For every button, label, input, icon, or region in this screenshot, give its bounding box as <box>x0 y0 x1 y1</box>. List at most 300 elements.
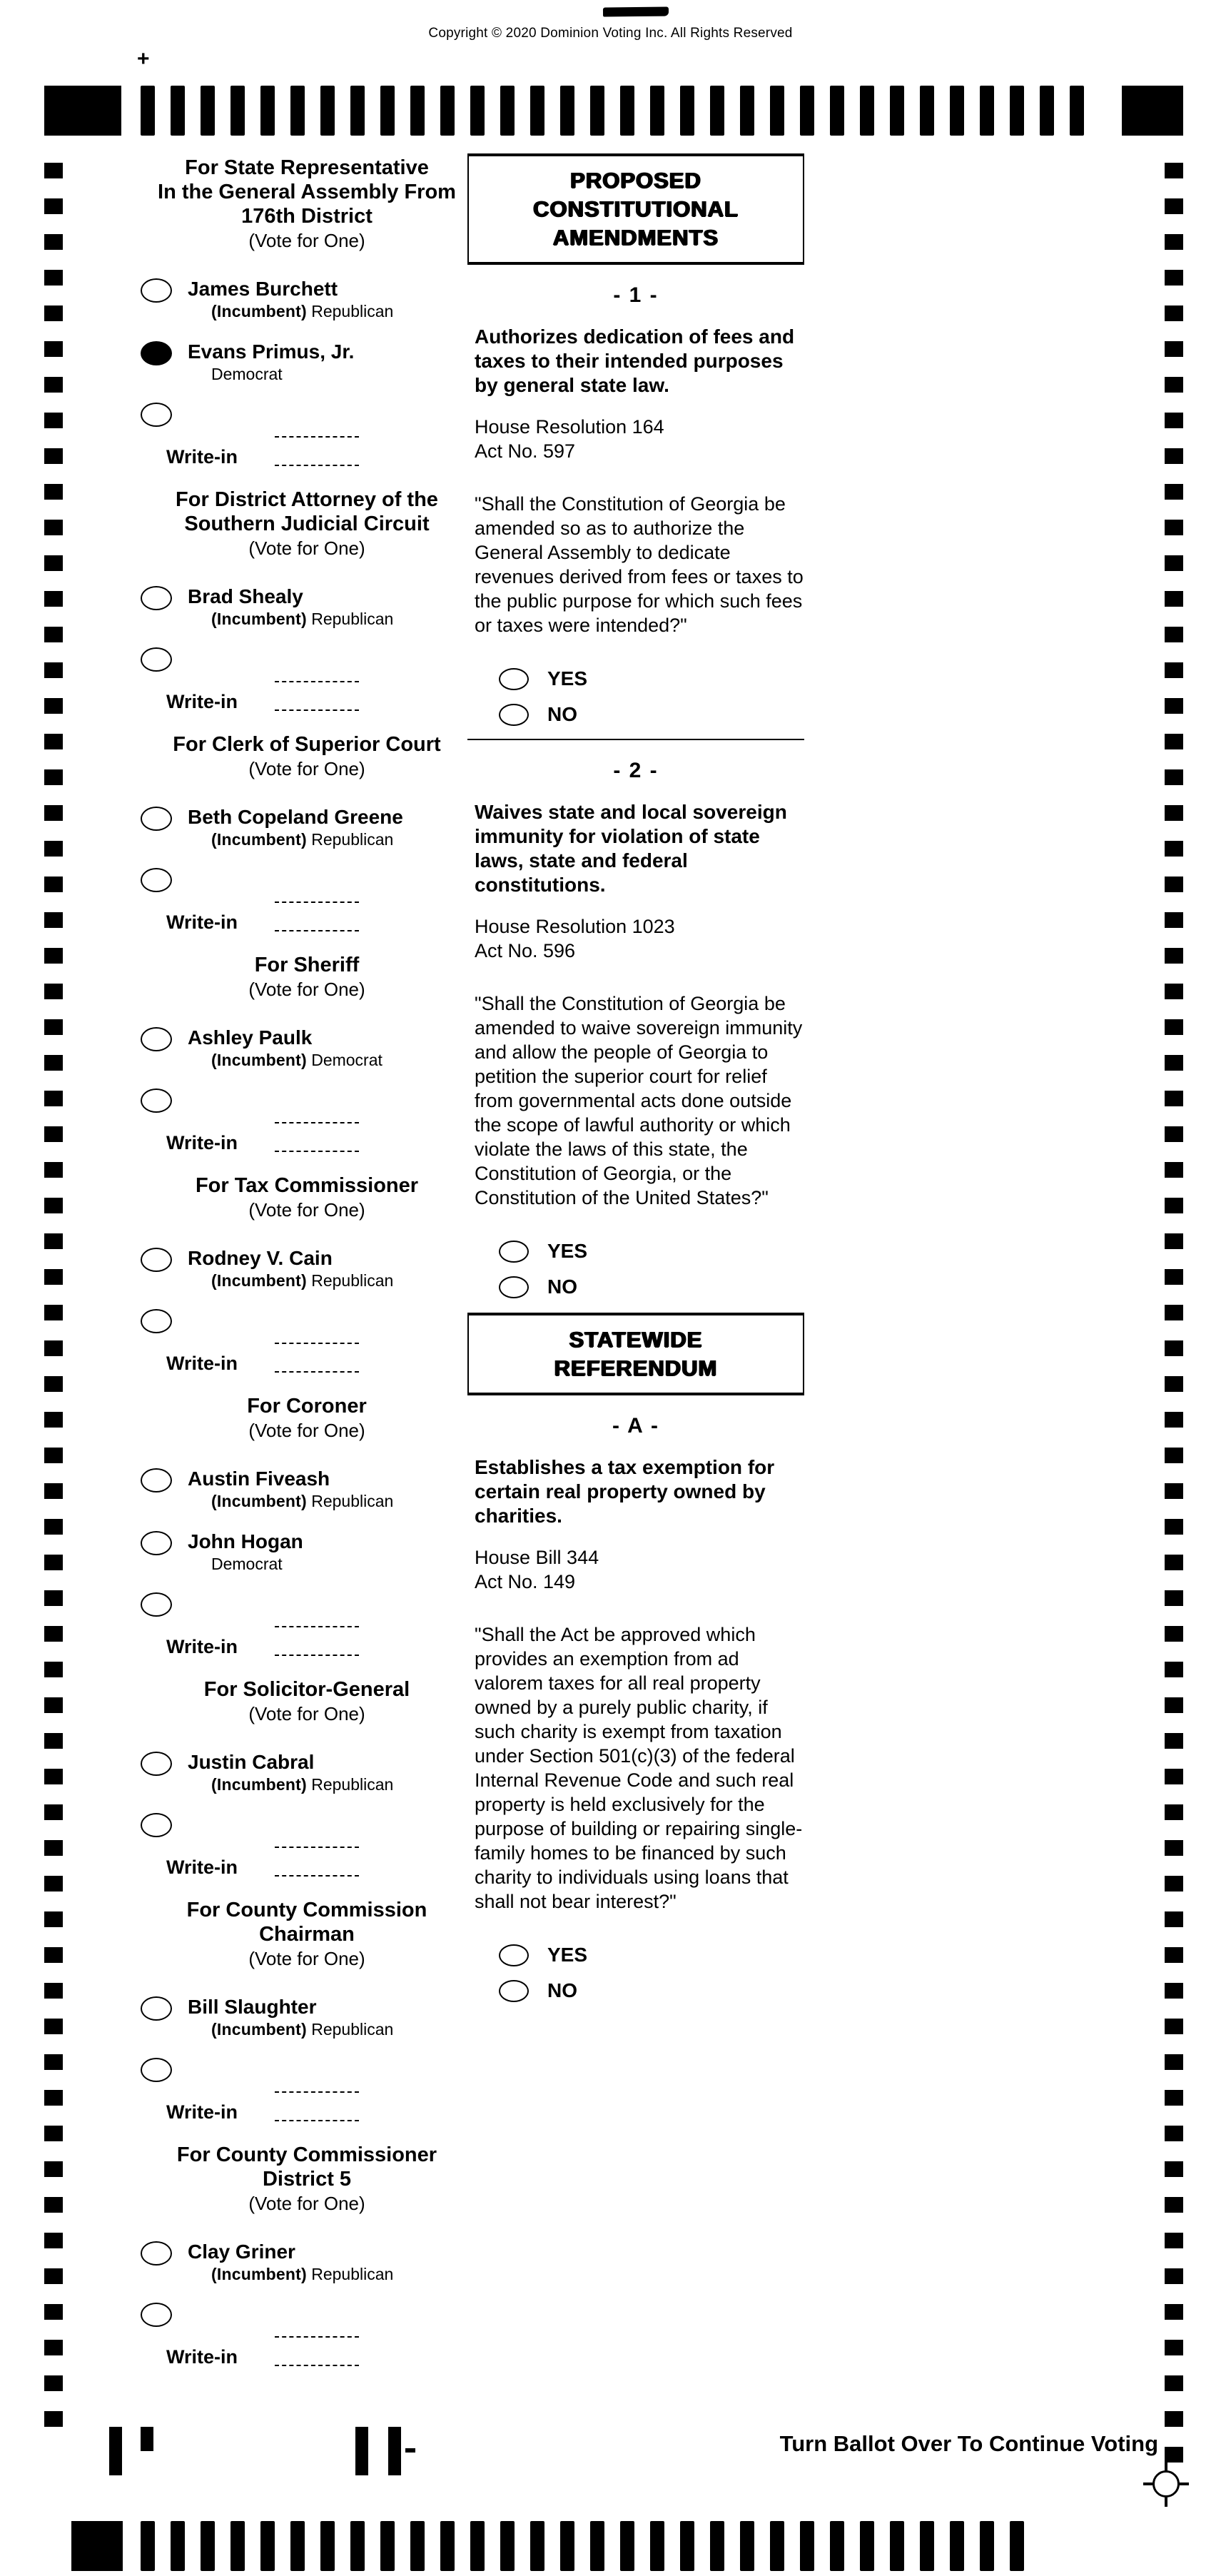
write-in-option <box>139 1592 475 1665</box>
timing-mark <box>1165 520 1183 535</box>
write-in-row <box>141 690 475 719</box>
candidate-party <box>211 2264 393 2284</box>
timing-mark <box>830 86 844 136</box>
candidate-option <box>139 805 475 849</box>
candidate-party <box>211 301 393 321</box>
measure-number: - A - <box>612 1414 660 1438</box>
timing-mark <box>44 520 63 535</box>
measure-option <box>499 1979 804 2002</box>
timing-mark <box>470 2521 485 2571</box>
candidate-option <box>139 585 475 629</box>
timing-mark <box>44 1555 63 1570</box>
vote-oval[interactable] <box>141 2241 172 2266</box>
write-in-oval[interactable] <box>141 868 172 892</box>
timing-mark <box>44 1233 63 1249</box>
contest-title <box>139 1173 475 1198</box>
timing-mark <box>560 2521 574 2571</box>
vote-oval[interactable] <box>499 1944 529 1966</box>
timing-mark <box>44 805 63 821</box>
measure-option <box>499 667 804 690</box>
timing-mark <box>44 1983 63 1999</box>
contest-title-line: For District Attorney of the <box>176 488 438 511</box>
timing-mark <box>141 86 155 136</box>
timing-mark <box>230 2521 245 2571</box>
timing-mark <box>44 2126 63 2141</box>
measure-authority-line: House Bill 344 <box>475 1547 599 1568</box>
timing-mark <box>1165 1626 1183 1642</box>
timing-mark <box>44 591 63 607</box>
contest-column <box>139 156 475 2375</box>
timing-mark <box>1165 1483 1183 1499</box>
contest-title <box>139 488 475 536</box>
timing-mark <box>44 1198 63 1213</box>
timing-mark <box>740 2521 754 2571</box>
timing-mark <box>201 86 215 136</box>
timing-mark <box>590 86 604 136</box>
timing-mark <box>44 305 63 321</box>
timing-mark <box>1165 2233 1183 2248</box>
timing-mark <box>141 2521 155 2571</box>
write-in-ruled-line[interactable] <box>275 1626 359 1656</box>
candidate-party <box>211 1774 393 1794</box>
ballot-id-mark <box>141 2427 153 2451</box>
timing-mark <box>44 2197 63 2213</box>
candidate-name: James Burchett <box>188 278 338 300</box>
write-in-oval[interactable] <box>141 1592 172 1617</box>
candidate-name: Austin Fiveash <box>188 1468 330 1490</box>
timing-mark <box>440 2521 455 2571</box>
option-label: NO <box>547 1276 577 1298</box>
vote-oval[interactable] <box>141 1996 172 2021</box>
contest-title-line: For Solicitor-General <box>203 1678 410 1701</box>
contest-title <box>139 1898 475 1946</box>
measure-number: - 1 - <box>613 283 659 307</box>
write-in-oval[interactable] <box>141 1309 172 1333</box>
write-in-label: Write-in <box>166 2346 238 2368</box>
timing-mark <box>530 2521 544 2571</box>
write-in-option <box>139 2058 475 2130</box>
timing-mark <box>410 2521 425 2571</box>
write-in-ruled-line[interactable] <box>275 2091 359 2121</box>
timing-mark <box>1165 627 1183 642</box>
timing-mark <box>44 2268 63 2284</box>
timing-mark <box>650 86 664 136</box>
contest-title <box>139 156 475 228</box>
timing-mark <box>171 86 185 136</box>
timing-mark <box>1165 912 1183 928</box>
candidate-name: Clay Griner <box>188 2241 295 2263</box>
write-in-label: Write-in <box>166 1353 238 1374</box>
timing-mark <box>44 270 63 286</box>
contest-title-line: For Sheriff <box>254 954 360 976</box>
timing-mark <box>44 1091 63 1106</box>
candidate-text <box>188 1246 393 1290</box>
candidate-party <box>211 1554 303 1574</box>
referenda-column <box>467 153 804 2015</box>
timing-mark <box>44 1840 63 1856</box>
ballot-measure <box>467 1414 804 2002</box>
timing-mark <box>530 86 544 136</box>
timing-mark <box>500 2521 515 2571</box>
vote-for-one-label: (Vote for One) <box>248 979 365 1000</box>
contest-title-line: For County Commission <box>186 1899 427 1921</box>
contest <box>139 732 475 940</box>
timing-mark <box>1165 2268 1183 2284</box>
turn-ballot-over-instruction: Turn Ballot Over To Continue Voting <box>779 2431 1158 2456</box>
timing-mark <box>44 448 63 464</box>
timing-mark <box>44 413 63 428</box>
write-in-row <box>141 1351 475 1381</box>
timing-mark <box>44 662 63 678</box>
candidate-party <box>211 829 403 849</box>
copyright-line: Copyright © 2020 Dominion Voting Inc. All Rights Reserved <box>428 26 793 41</box>
write-in-oval[interactable] <box>141 403 172 427</box>
write-in-label: Write-in <box>166 911 238 933</box>
contest-title <box>139 1394 475 1418</box>
write-in-option <box>139 2303 475 2375</box>
write-in-ruled-line[interactable] <box>275 1122 359 1152</box>
write-in-option <box>139 1309 475 1381</box>
measure-option <box>499 1276 804 1298</box>
timing-mark <box>1165 484 1183 500</box>
write-in-row <box>141 2345 475 2375</box>
candidate-name: John Hogan <box>188 1530 303 1552</box>
timing-mark <box>1165 270 1183 286</box>
party-name: Republican <box>311 1271 394 1290</box>
contest-title-line: For Clerk of Superior Court <box>173 733 441 756</box>
contest-title-line: Chairman <box>259 1923 355 1946</box>
write-in-ruled-line[interactable] <box>275 436 359 466</box>
timing-mark <box>44 734 63 749</box>
contest-title <box>139 732 475 757</box>
timing-mark <box>1165 2197 1183 2213</box>
timing-mark <box>1165 591 1183 607</box>
timing-mark <box>620 86 634 136</box>
write-in-ruled-line[interactable] <box>275 901 359 931</box>
ballot-measure <box>467 283 804 726</box>
timing-mark <box>1165 2447 1183 2463</box>
measure-authority-line: Act No. 596 <box>475 940 576 961</box>
write-in-label: Write-in <box>166 2101 238 2123</box>
write-in-ruled-line[interactable] <box>275 2336 359 2366</box>
measure-authority <box>467 415 804 463</box>
ballot-measure <box>467 759 804 1298</box>
scan-artifact <box>603 7 669 17</box>
measure-question: "Shall the Constitution of Georgia be amended so as to authorize the General Assembly to dedicate revenues derived from fees or taxes to the public purpose for which such fees or taxes were intended?" <box>475 493 804 636</box>
measure-authority <box>467 914 804 963</box>
vote-oval[interactable] <box>141 1027 172 1051</box>
timing-mark <box>560 86 574 136</box>
party-name: Democrat <box>211 1555 283 1573</box>
write-in-ruled-line[interactable] <box>275 681 359 711</box>
timing-mark <box>1165 1840 1183 1856</box>
banner-line: AMENDMENTS <box>552 225 719 250</box>
timing-mark <box>1165 948 1183 964</box>
vote-oval[interactable] <box>499 668 529 690</box>
write-in-option <box>139 647 475 719</box>
incumbent-label: (Incumbent) <box>211 2020 307 2039</box>
timing-mark <box>44 2019 63 2034</box>
vote-oval[interactable] <box>499 1980 529 2002</box>
candidate-text <box>188 1026 382 1070</box>
timing-mark <box>1040 86 1054 136</box>
candidate-name: Beth Copeland Greene <box>188 806 403 828</box>
candidate-party <box>211 1491 393 1511</box>
candidate-option <box>139 2240 475 2284</box>
timing-mark <box>1165 2090 1183 2106</box>
timing-mark <box>740 86 754 136</box>
candidate-name: Evans Primus, Jr. <box>188 340 355 363</box>
candidate-text <box>188 1750 393 1794</box>
write-in-label: Write-in <box>166 1636 238 1657</box>
candidate-name: Ashley Paulk <box>188 1026 313 1049</box>
timing-mark <box>44 1162 63 1178</box>
incumbent-label: (Incumbent) <box>211 2265 307 2283</box>
timing-mark <box>1165 305 1183 321</box>
timing-mark <box>800 2521 814 2571</box>
contest <box>139 1677 475 1885</box>
write-in-label: Write-in <box>166 1132 238 1153</box>
timing-mark <box>44 1019 63 1035</box>
option-label: YES <box>547 1240 588 1262</box>
contest-title-line: For Coroner <box>247 1395 367 1418</box>
party-name: Republican <box>311 1775 394 1794</box>
timing-mark <box>44 1911 63 1927</box>
timing-mark <box>710 86 724 136</box>
timing-mark <box>44 877 63 892</box>
candidate-name: Rodney V. Cain <box>188 1247 333 1269</box>
vote-oval[interactable] <box>141 1248 172 1272</box>
candidate-text <box>188 1530 303 1574</box>
timing-mark <box>1165 1590 1183 1606</box>
timing-mark <box>650 2521 664 2571</box>
ballot-id-mark <box>405 2448 415 2453</box>
candidate-text <box>188 277 393 321</box>
write-in-oval[interactable] <box>141 2058 172 2082</box>
contest <box>139 1394 475 1665</box>
candidate-party <box>211 364 354 384</box>
party-name: Democrat <box>211 365 283 383</box>
write-in-ruled-line[interactable] <box>275 1847 359 1877</box>
timing-mark <box>1165 984 1183 999</box>
ballot-id-mark <box>388 2427 401 2475</box>
timing-mark <box>44 2054 63 2070</box>
vote-oval[interactable] <box>141 586 172 610</box>
vote-for-one-label: (Vote for One) <box>248 758 365 779</box>
timing-mark <box>1165 1733 1183 1749</box>
timing-mark <box>1165 734 1183 749</box>
timing-mark <box>1165 377 1183 393</box>
timing-mark <box>201 2521 215 2571</box>
timing-mark <box>1165 841 1183 857</box>
timing-mark <box>1165 1983 1183 1999</box>
timing-mark <box>44 1626 63 1642</box>
candidate-name: Brad Shealy <box>188 585 303 607</box>
timing-mark <box>1070 86 1084 136</box>
write-in-oval[interactable] <box>141 1813 172 1837</box>
incumbent-label: (Incumbent) <box>211 1271 307 1290</box>
contest-title <box>139 1677 475 1702</box>
contest-title <box>139 953 475 977</box>
timing-mark <box>980 86 994 136</box>
vote-oval[interactable] <box>141 278 172 303</box>
timing-mark <box>44 912 63 928</box>
contest-title-line: For County Commissioner <box>176 2143 437 2166</box>
vote-for-one-label: (Vote for One) <box>248 230 365 251</box>
measure-authority <box>467 1545 804 1594</box>
timing-mark <box>44 1769 63 1784</box>
timing-mark <box>1165 1198 1183 1213</box>
timing-mark <box>1165 2019 1183 2034</box>
vote-oval[interactable] <box>141 341 172 365</box>
measure-authority-line: House Resolution 1023 <box>475 916 675 937</box>
option-label: YES <box>547 1944 588 1966</box>
timing-mark <box>44 341 63 357</box>
candidate-option <box>139 1750 475 1794</box>
contest-title-line: In the General Assembly From <box>158 181 456 203</box>
vote-for-one-label: (Vote for One) <box>248 2193 365 2214</box>
timing-mark <box>1165 1662 1183 1677</box>
timing-mark <box>44 627 63 642</box>
timing-mark <box>44 1483 63 1499</box>
timing-mark <box>44 1412 63 1428</box>
write-in-oval[interactable] <box>141 2303 172 2327</box>
incumbent-label: (Incumbent) <box>211 1775 307 1794</box>
timing-mark <box>1165 1233 1183 1249</box>
measure-authority-line: House Resolution 164 <box>475 416 664 438</box>
timing-mark <box>320 2521 335 2571</box>
candidate-option <box>139 277 475 321</box>
vote-oval[interactable] <box>499 1276 529 1298</box>
timing-mark <box>44 1590 63 1606</box>
candidate-option <box>139 1026 475 1070</box>
timing-mark <box>770 86 784 136</box>
vote-oval[interactable] <box>141 1531 172 1555</box>
timing-mark <box>44 2375 63 2391</box>
timing-mark <box>350 86 365 136</box>
vote-oval[interactable] <box>499 1241 529 1263</box>
party-name: Republican <box>311 302 394 320</box>
candidate-option <box>139 1467 475 1511</box>
incumbent-label: (Incumbent) <box>211 830 307 849</box>
write-in-ruled-line[interactable] <box>275 1343 359 1373</box>
timing-mark <box>920 2521 934 2571</box>
timing-mark <box>44 1269 63 1285</box>
candidate-option <box>139 340 475 384</box>
vote-for-one-label: (Vote for One) <box>248 1420 365 1441</box>
timing-mark <box>44 555 63 571</box>
candidate-text <box>188 585 393 629</box>
timing-mark <box>44 198 63 214</box>
timing-mark <box>44 234 63 250</box>
timing-mark <box>1165 1162 1183 1178</box>
contest <box>139 1173 475 1381</box>
write-in-option <box>139 403 475 475</box>
measure-option <box>499 703 804 726</box>
measure-summary: Waives state and local sovereign immunity for violation of state laws, state and federal constitutions. <box>475 801 787 896</box>
party-name: Democrat <box>311 1051 382 1069</box>
timing-mark <box>710 2521 724 2571</box>
timing-mark <box>44 1733 63 1749</box>
write-in-row <box>141 910 475 940</box>
timing-mark <box>44 1126 63 1142</box>
contest <box>139 156 475 475</box>
timing-mark <box>380 2521 395 2571</box>
measure-question: "Shall the Act be approved which provides an exemption from ad valorem taxes for all real property owned by a purely public charity, if such charity is exempt from taxation under Section 501(c)(3) of the federal Internal Revenue Code and such real property is held exclusively for the purpose of building or repairing single-family homes to be financed by such charity to individuals using loans that shall not bear interest?" <box>475 1624 803 1912</box>
write-in-oval[interactable] <box>141 1089 172 1113</box>
vote-for-one-label: (Vote for One) <box>248 1703 365 1724</box>
timing-mark <box>1165 1055 1183 1071</box>
timing-mark <box>470 86 485 136</box>
candidate-party <box>211 1050 382 1070</box>
timing-mark <box>1165 2375 1183 2391</box>
candidate-option <box>139 1530 475 1574</box>
timing-mark <box>1165 1769 1183 1784</box>
write-in-option <box>139 868 475 940</box>
vote-oval[interactable] <box>499 704 529 726</box>
timing-mark <box>1165 2054 1183 2070</box>
measure-summary: Authorizes dedication of fees and taxes to their intended purposes by general state law. <box>475 325 795 396</box>
timing-mark <box>1165 877 1183 892</box>
write-in-oval[interactable] <box>141 647 172 672</box>
timing-mark <box>1165 198 1183 214</box>
timing-mark <box>350 2521 365 2571</box>
timing-mark <box>680 86 694 136</box>
timing-mark <box>44 484 63 500</box>
measure-option <box>499 1944 804 1966</box>
contest-title <box>139 2143 475 2191</box>
timing-mark <box>590 2521 604 2571</box>
timing-mark <box>770 2521 784 2571</box>
vote-for-one-label: (Vote for One) <box>248 1948 365 1969</box>
section-divider <box>467 739 804 740</box>
ballot-id-mark <box>109 2427 122 2475</box>
vote-oval[interactable] <box>141 807 172 831</box>
option-label: NO <box>547 1979 577 2001</box>
contest-title-line: 176th District <box>241 205 373 228</box>
contest-title-line: District 5 <box>262 2168 352 2191</box>
corner-block-top-right <box>1122 86 1183 136</box>
option-label: NO <box>547 703 577 725</box>
timing-mark <box>950 86 964 136</box>
timing-mark <box>1165 2304 1183 2320</box>
timing-mark <box>44 1947 63 1963</box>
candidate-text <box>188 340 354 384</box>
timing-mark <box>1165 1412 1183 1428</box>
timing-mark <box>44 1876 63 1891</box>
candidate-text <box>188 1995 393 2039</box>
timing-mark <box>950 2521 964 2571</box>
timing-mark <box>44 1376 63 1392</box>
candidate-text <box>188 1467 393 1511</box>
write-in-row <box>141 445 475 475</box>
corner-block-top-left <box>44 86 121 136</box>
measure-question: "Shall the Constitution of Georgia be amended to waive sovereign immunity and allow the people of Georgia to petition the superior court for relief from governmental acts done outside the scope of lawful authority or which violate the laws of this state, the Constitution of Georgia, or the Constitution of the United States?" <box>475 993 803 1208</box>
write-in-label: Write-in <box>166 446 238 468</box>
timing-mark <box>1010 86 1024 136</box>
timing-mark <box>500 86 515 136</box>
timing-mark <box>1165 1269 1183 1285</box>
candidate-party <box>211 1271 393 1290</box>
vote-oval[interactable] <box>141 1468 172 1492</box>
vote-oval[interactable] <box>141 1752 172 1776</box>
write-in-option <box>139 1813 475 1885</box>
write-in-row <box>141 2100 475 2130</box>
timing-mark <box>440 86 455 136</box>
timing-mark <box>1165 1697 1183 1713</box>
candidate-text <box>188 805 403 849</box>
timing-mark <box>44 2411 63 2427</box>
